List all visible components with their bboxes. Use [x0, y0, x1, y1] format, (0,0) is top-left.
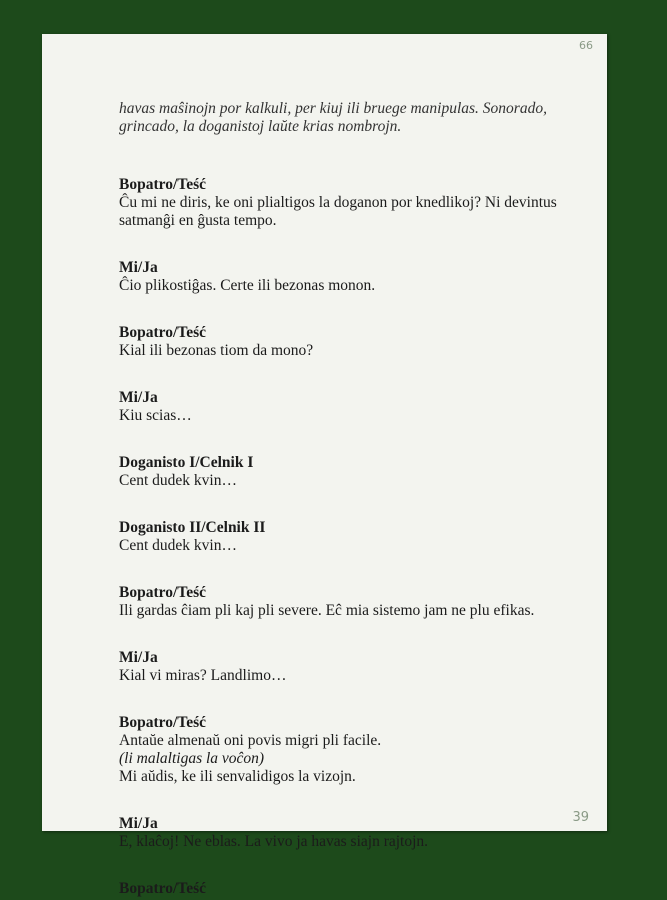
spoken-line: Ili gardas ĉiam pli kaj pli severe. Eĉ mia sistemo jam ne plu efikas.: [119, 602, 535, 619]
page-annotation-top: 66: [579, 39, 593, 52]
dialogue-turn: [119, 259, 569, 295]
spoken-line: Kial vi miras? Landlimo…: [119, 667, 287, 684]
dialogue-turn: [119, 815, 569, 851]
stage-direction-intro: havas maŝinojn por kalkuli, per kiuj ili bruege manipulas. Sonorado, grincado, la doganistoj laŭte krias nombrojn.: [119, 100, 547, 135]
stage-direction: (li malaltigas la voĉon): [119, 750, 265, 767]
speaker-name: Mi/Ja: [119, 649, 158, 666]
dialogue-turn: [119, 454, 569, 490]
spoken-line: Antaŭe almenaŭ oni povis migri pli facile.: [119, 732, 382, 749]
speaker-name: Bopatro/Teść: [119, 324, 206, 341]
script-content: [119, 100, 569, 898]
speaker-name: Mi/Ja: [119, 815, 158, 832]
speaker-name: Bopatro/Teść: [119, 714, 206, 731]
speaker-name: Bopatro/Teść: [119, 176, 206, 193]
dialogue: [119, 176, 569, 898]
speaker-name: Doganisto I/Celnik I: [119, 454, 254, 471]
spoken-line: Ĉu mi ne diris, ke oni plialtigos la doganon por knedlikoj? Ni devintus satmanĝi en ĝusta tempo.: [119, 194, 557, 229]
speaker-name: Mi/Ja: [119, 259, 158, 276]
dialogue-turn: [119, 714, 569, 786]
spoken-line: Kiu scias…: [119, 407, 192, 424]
dialogue-turn: [119, 519, 569, 555]
speaker-name: Doganisto II/Celnik II: [119, 519, 266, 536]
dialogue-turn: [119, 324, 569, 360]
speaker-name: Mi/Ja: [119, 389, 158, 406]
spoken-line: Ĉio plikostiĝas. Certe ili bezonas monon.: [119, 277, 376, 294]
dialogue-turn: [119, 584, 569, 620]
dialogue-turn: [119, 880, 569, 898]
dialogue-turn: [119, 176, 569, 230]
spoken-line: E, klaĉoj! Ne eblas. La vivo ja havas siajn rajtojn.: [119, 833, 429, 850]
spoken-line: Kial ili bezonas tiom da mono?: [119, 342, 314, 359]
spoken-line: Cent dudek kvin…: [119, 472, 237, 489]
spoken-line: Mi aŭdis, ke ili senvalidigos la vizojn.: [119, 768, 356, 785]
spoken-line: Cent dudek kvin…: [119, 537, 237, 554]
speaker-name: Bopatro/Teść: [119, 584, 206, 601]
dialogue-turn: [119, 649, 569, 685]
page-annotation-bottom: 39: [572, 810, 589, 825]
dialogue-turn: [119, 389, 569, 425]
document-page: [42, 34, 607, 897]
speaker-name: Bopatro/Teść: [119, 880, 206, 897]
